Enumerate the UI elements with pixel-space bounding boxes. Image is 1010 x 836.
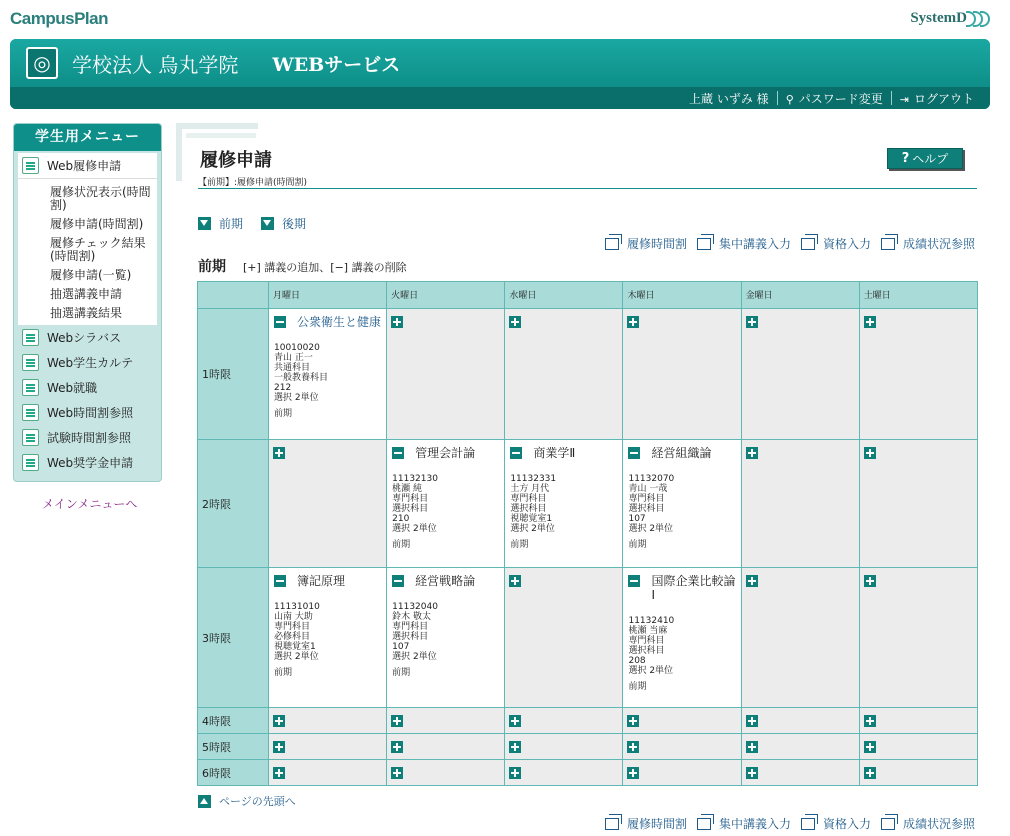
add-course-icon[interactable]: [509, 316, 521, 328]
new-window-icon: [697, 818, 711, 830]
add-course-icon[interactable]: [273, 741, 285, 753]
document-edit-icon: [22, 354, 39, 371]
add-course-icon[interactable]: [864, 447, 876, 459]
course-name[interactable]: 国際企業比較論Ⅰ: [651, 574, 736, 602]
arrow-down-icon: [198, 217, 211, 230]
help-button[interactable]: ? ヘルプ: [887, 148, 963, 169]
empty-cell: [505, 309, 623, 440]
question-icon: ?: [901, 151, 910, 166]
course-cell: 商業学Ⅱ 11132331 土方 月代 専門科目 選択科目 視聴覚室1 選択 2単位 前期: [505, 440, 623, 568]
period-header: 4時限: [198, 708, 269, 734]
empty-cell: [505, 708, 623, 734]
add-course-icon[interactable]: [273, 447, 285, 459]
period-header: 3時限: [198, 568, 269, 708]
service-name: WEBサービス: [272, 53, 401, 76]
password-change-link[interactable]: ⚲ パスワード変更: [785, 91, 883, 106]
remove-course-icon[interactable]: [392, 575, 404, 587]
empty-cell: [623, 708, 741, 734]
course-cell: 経営組織論 11132070 青山 一哉 専門科目 選択科目 107 選択 2単位 前期: [623, 440, 741, 568]
logout-icon: ⇥: [899, 92, 909, 106]
add-course-icon[interactable]: [864, 741, 876, 753]
add-course-icon[interactable]: [509, 741, 521, 753]
menu-item-syllabus[interactable]: Webシラバス: [14, 325, 161, 350]
timetable: [197, 281, 978, 786]
submenu-item-check[interactable]: 履修チェック結果(時間割): [50, 236, 146, 263]
title-divider: [198, 188, 977, 189]
empty-cell: [505, 568, 623, 708]
day-header: 火曜日: [387, 282, 505, 309]
term-links: [198, 215, 306, 232]
empty-cell: [269, 760, 387, 786]
page-top-link[interactable]: ページの先頭へ: [198, 793, 296, 809]
empty-cell: [741, 760, 859, 786]
document-edit-icon: [22, 454, 39, 471]
tool-link-grades[interactable]: 成績状況参照: [881, 235, 975, 252]
empty-cell: [859, 708, 977, 734]
new-window-icon: [605, 238, 619, 250]
menu-item-scholarship[interactable]: Web奨学金申請: [14, 450, 161, 475]
course-name[interactable]: 公衆衛生と健康: [297, 315, 382, 329]
arrow-down-icon: [261, 217, 274, 230]
add-course-icon[interactable]: [746, 575, 758, 587]
add-course-icon[interactable]: [509, 767, 521, 779]
empty-cell: [623, 734, 741, 760]
term-link-first[interactable]: 前期: [198, 215, 243, 232]
remove-course-icon[interactable]: [628, 575, 640, 587]
empty-cell: [269, 708, 387, 734]
menu-item-timetable-ref[interactable]: Web時間割参照: [14, 400, 161, 425]
registration-submenu: [18, 178, 157, 325]
empty-cell: [741, 568, 859, 708]
menu-item-career[interactable]: Web就職: [14, 375, 161, 400]
new-window-icon: [881, 238, 895, 250]
add-course-icon[interactable]: [864, 767, 876, 779]
new-window-icon: [801, 238, 815, 250]
empty-cell: [859, 568, 977, 708]
course-name[interactable]: 管理会計論: [415, 446, 476, 460]
tool-link-intensive[interactable]: 集中講義入力: [697, 235, 791, 252]
empty-cell: [387, 760, 505, 786]
add-course-icon[interactable]: [509, 575, 521, 587]
arrow-up-icon: [198, 795, 211, 808]
course-name[interactable]: 経営組織論: [651, 446, 712, 460]
submenu-item-lottery-result[interactable]: 抽選講義結果: [50, 306, 123, 320]
course-name[interactable]: 経営戦略論: [415, 574, 476, 588]
day-header: 水曜日: [505, 282, 623, 309]
page-subtitle: 【前期】:履修申請(時間割): [198, 178, 308, 188]
empty-cell: [859, 734, 977, 760]
empty-cell: [269, 440, 387, 568]
empty-cell: [269, 734, 387, 760]
menu-item-karte[interactable]: Web学生カルテ: [14, 350, 161, 375]
page-title: 履修申請: [200, 150, 272, 171]
add-course-icon[interactable]: [273, 767, 285, 779]
add-course-icon[interactable]: [746, 447, 758, 459]
period-header: 6時限: [198, 760, 269, 786]
course-name[interactable]: 商業学Ⅱ: [533, 446, 576, 460]
document-edit-icon: [22, 329, 39, 346]
tool-link-timetable[interactable]: 履修時間割: [605, 235, 687, 252]
term-link-second[interactable]: 後期: [261, 215, 306, 232]
add-course-icon[interactable]: [391, 715, 403, 727]
submenu-item-list[interactable]: 履修申請(一覧): [50, 268, 132, 282]
course-cell: 公衆衛生と健康 10010020 青山 正一 共通科目 一般教養科目 212 選択 2単位 前期: [269, 309, 387, 440]
menu-item-exam-timetable[interactable]: 試験時間割参照: [14, 425, 161, 450]
period-label: 前期: [198, 259, 226, 275]
systemd-logo: SystemD: [910, 10, 990, 27]
empty-cell: [859, 309, 977, 440]
add-course-icon[interactable]: [627, 316, 639, 328]
tool-links-bottom: [605, 815, 975, 832]
empty-cell: [859, 440, 977, 568]
submenu-item-status[interactable]: 履修状況表示(時間割): [50, 185, 151, 212]
day-header: 金曜日: [741, 282, 859, 309]
add-course-icon[interactable]: [391, 316, 403, 328]
tool-link-grades[interactable]: 成績状況参照: [881, 815, 975, 832]
key-icon: ⚲: [785, 92, 794, 106]
school-name: 学校法人 烏丸学院: [72, 52, 239, 77]
user-bar: [10, 87, 990, 109]
remove-course-icon[interactable]: [510, 447, 522, 459]
remove-course-icon[interactable]: [392, 447, 404, 459]
period-header: 5時限: [198, 734, 269, 760]
remove-course-icon[interactable]: [628, 447, 640, 459]
empty-cell: [623, 760, 741, 786]
remove-course-icon[interactable]: [274, 316, 286, 328]
empty-cell: [505, 760, 623, 786]
new-window-icon: [801, 818, 815, 830]
add-course-icon[interactable]: [627, 715, 639, 727]
empty-cell: [741, 734, 859, 760]
empty-cell: [387, 734, 505, 760]
day-header: 月曜日: [269, 282, 387, 309]
site-header: [10, 39, 990, 109]
menu-title: 学生用メニュー: [14, 124, 161, 151]
empty-cell: [741, 708, 859, 734]
new-window-icon: [697, 238, 711, 250]
tool-link-intensive[interactable]: 集中講義入力: [697, 815, 791, 832]
campusplan-logo: CampusPlan: [10, 9, 108, 28]
course-name[interactable]: 簿記原理: [297, 574, 346, 588]
period-header: 1時限: [198, 309, 269, 440]
add-course-icon[interactable]: [391, 741, 403, 753]
empty-cell: [859, 760, 977, 786]
empty-cell: [387, 309, 505, 440]
add-course-icon[interactable]: [627, 767, 639, 779]
add-course-icon[interactable]: [627, 741, 639, 753]
tool-links-top: [605, 235, 975, 252]
add-course-icon[interactable]: [746, 316, 758, 328]
course-cell: 国際企業比較論Ⅰ 11132410 桃瀬 当麻 専門科目 選択科目 208 選択 2単位 前期: [623, 568, 741, 708]
school-emblem-icon: ◎: [26, 47, 58, 79]
document-edit-icon: [22, 404, 39, 421]
course-cell: 管理会計論 11132130 桃瀬 純 専門科目 選択科目 210 選択 2単位 前期: [387, 440, 505, 568]
day-header: 木曜日: [623, 282, 741, 309]
menu-item-web-registration[interactable]: Web履修申請: [18, 153, 157, 178]
main-menu-link[interactable]: メインメニューへ: [42, 497, 138, 511]
add-course-icon[interactable]: [864, 715, 876, 727]
document-edit-icon: [22, 429, 39, 446]
day-header: 土曜日: [859, 282, 977, 309]
user-name: 上蔵 いずみ 様: [689, 91, 769, 106]
document-edit-icon: [22, 379, 39, 396]
document-edit-icon: [22, 157, 39, 174]
add-course-icon[interactable]: [746, 741, 758, 753]
remove-course-icon[interactable]: [274, 575, 286, 587]
student-menu: [13, 123, 162, 482]
tool-link-qualification[interactable]: 資格入力: [801, 235, 871, 252]
course-cell: 経営戦略論 11132040 鈴木 敬太 専門科目 選択科目 107 選択 2単位 前期: [387, 568, 505, 708]
tool-link-qualification[interactable]: 資格入力: [801, 815, 871, 832]
tool-link-timetable[interactable]: 履修時間割: [605, 815, 687, 832]
empty-cell: [741, 440, 859, 568]
add-course-icon[interactable]: [746, 715, 758, 727]
period-note: [+] 講義の追加、[−] 講義の削除: [243, 261, 407, 274]
add-course-icon[interactable]: [864, 316, 876, 328]
empty-cell: [623, 309, 741, 440]
timetable-corner: [198, 282, 269, 309]
course-cell: 簿記原理 11131010 山南 大助 専門科目 必修科目 視聴覚室1 選択 2単位 前期: [269, 568, 387, 708]
add-course-icon[interactable]: [391, 767, 403, 779]
empty-cell: [741, 309, 859, 440]
add-course-icon[interactable]: [864, 575, 876, 587]
logout-link[interactable]: ⇥ ログアウト: [899, 91, 974, 106]
empty-cell: [387, 708, 505, 734]
empty-cell: [505, 734, 623, 760]
submenu-item-lottery-apply[interactable]: 抽選講義申請: [50, 287, 123, 301]
add-course-icon[interactable]: [509, 715, 521, 727]
add-course-icon[interactable]: [273, 715, 285, 727]
add-course-icon[interactable]: [746, 767, 758, 779]
new-window-icon: [881, 818, 895, 830]
period-header: 2時限: [198, 440, 269, 568]
submenu-item-timetable[interactable]: 履修申請(時間割): [50, 217, 144, 231]
new-window-icon: [605, 818, 619, 830]
